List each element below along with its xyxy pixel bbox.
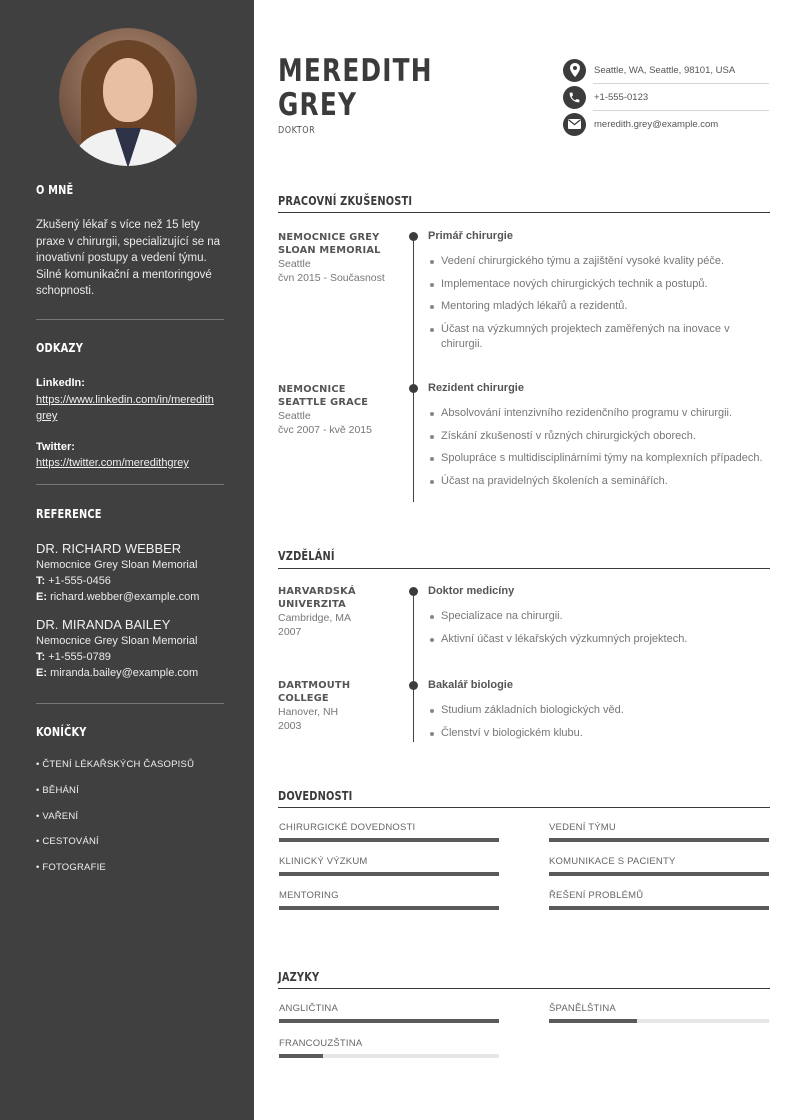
hobby-item: • FOTOGRAFIE xyxy=(36,862,106,873)
list-item: Spolupráce s multidisciplinárními týmy na komplexních případech. xyxy=(428,451,768,466)
hobby-item: • CESTOVÁNÍ xyxy=(36,836,99,847)
education-bullets xyxy=(428,609,768,654)
timeline-dot xyxy=(409,681,418,690)
reference-email: E: richard.webber@example.com xyxy=(36,591,200,603)
reference-org: Nemocnice Grey Sloan Memorial xyxy=(36,635,198,647)
hobby-item: • BĚHÁNÍ xyxy=(36,785,79,796)
list-item: Členství v biologickém klubu. xyxy=(428,726,768,741)
list-item: Účast na pravidelných školeních a seminářích. xyxy=(428,474,768,489)
list-item: Absolvování intenzivního rezidenčního programu v chirurgii. xyxy=(428,406,768,421)
sidebar xyxy=(0,0,254,1120)
list-item: Vedení chirurgického týmu a zajištění vysoké kvality péče. xyxy=(428,254,768,269)
about-heading: O MNĚ xyxy=(36,183,74,197)
contact-email: meredith.grey@example.com xyxy=(563,111,769,137)
experience-role: Primář chirurgie xyxy=(428,230,513,242)
education-heading: VZDĚLÁNÍ xyxy=(278,549,335,563)
list-item: Účast na výzkumných projektech zaměřených na inovace v chirurgii. xyxy=(428,322,768,352)
reference-name: DR. MIRANDA BAILEY xyxy=(36,617,171,632)
section-rule xyxy=(278,212,770,213)
twitter-label: Twitter: xyxy=(36,440,75,453)
skill-bar xyxy=(279,906,499,910)
reference-phone: T: +1-555-0789 xyxy=(36,651,111,663)
education-degree: Bakalář biologie xyxy=(428,679,513,691)
person-name: MEREDITH GREY xyxy=(278,53,433,123)
list-item: Aktivní účast v lékařských výzkumných projektech. xyxy=(428,632,768,647)
reference-org: Nemocnice Grey Sloan Memorial xyxy=(36,559,198,571)
skill-item: ŘEŠENÍ PROBLÉMŮ xyxy=(549,890,769,910)
skill-item: MENTORING xyxy=(279,890,499,910)
list-item: Mentoring mladých lékařů a rezidentů. xyxy=(428,299,768,314)
reference-email: E: miranda.bailey@example.com xyxy=(36,667,199,679)
divider xyxy=(36,703,224,704)
envelope-icon xyxy=(563,113,586,136)
section-rule xyxy=(278,568,770,569)
reference-name: DR. RICHARD WEBBER xyxy=(36,541,182,556)
reference-item xyxy=(36,616,236,681)
skill-item: KLINICKÝ VÝZKUM xyxy=(279,856,499,876)
references-heading: REFERENCE xyxy=(36,507,102,521)
timeline-dot xyxy=(409,587,418,596)
skill-item: CHIRURGICKÉ DOVEDNOSTI xyxy=(279,822,499,842)
links-heading: ODKAZY xyxy=(36,341,84,355)
list-item: Specializace na chirurgii. xyxy=(428,609,768,624)
timeline-dot xyxy=(409,232,418,241)
language-item: ANGLIČTINA xyxy=(279,1003,499,1023)
section-rule xyxy=(278,988,770,989)
language-bar xyxy=(279,1019,499,1023)
skill-bar xyxy=(279,872,499,876)
experience-item-org: NEMOCNICE SEATTLE GRACE Seattle čvc 2007 - kvě 2015 xyxy=(278,384,372,436)
experience-bullets xyxy=(428,254,768,359)
skill-bar xyxy=(279,838,499,842)
job-title: DOKTOR xyxy=(278,125,316,136)
language-item: FRANCOUZŠTINA xyxy=(279,1038,499,1058)
experience-bullets xyxy=(428,406,768,496)
education-item-org: DARTMOUTH COLLEGE Hanover, NH 2003 xyxy=(278,680,351,732)
language-bar xyxy=(279,1054,499,1058)
timeline-dot xyxy=(409,384,418,393)
timeline-line xyxy=(413,591,414,742)
skills-heading: DOVEDNOSTI xyxy=(278,789,353,803)
list-item: Implementace nových chirurgických technik a postupů. xyxy=(428,277,768,292)
divider xyxy=(36,484,224,485)
hobby-item: • ČTENÍ LÉKAŘSKÝCH ČASOPISŮ xyxy=(36,759,195,770)
list-item: Studium základních biologických věd. xyxy=(428,703,768,718)
education-bullets xyxy=(428,703,768,748)
languages-heading: JAZYKY xyxy=(278,970,320,984)
twitter-link[interactable]: https://twitter.com/meredithgrey xyxy=(36,457,189,469)
profile-photo xyxy=(59,28,197,166)
experience-heading: PRACOVNÍ ZKUŠENOSTI xyxy=(278,194,413,208)
location-pin-icon xyxy=(563,59,586,82)
education-item-org: HARVARDSKÁ UNIVERZITA Cambridge, MA 2007 xyxy=(278,586,356,638)
education-degree: Doktor medicíny xyxy=(428,585,515,597)
about-text: Zkušený lékař s více než 15 lety praxe v chirurgii, specializující se na inovativní postupy a vedení týmu. Silné komunikační a mentoringové schopnosti. xyxy=(36,219,221,297)
phone-icon xyxy=(563,86,586,109)
skill-bar xyxy=(549,906,769,910)
section-rule xyxy=(278,807,770,808)
reference-item xyxy=(36,540,236,605)
skill-bar xyxy=(549,838,769,842)
skill-bar xyxy=(549,872,769,876)
language-bar xyxy=(549,1019,769,1023)
contact-phone: +1-555-0123 xyxy=(563,84,769,110)
contact-address: Seattle, WA, Seattle, 98101, USA xyxy=(563,57,769,83)
links-list xyxy=(36,375,220,472)
hobbies-heading: KONÍČKY xyxy=(36,725,87,739)
experience-role: Rezident chirurgie xyxy=(428,382,524,394)
language-item: ŠPANĚLŠTINA xyxy=(549,1003,769,1023)
experience-item-org: NEMOCNICE GREY SLOAN MEMORIAL Seattle čvn 2015 - Současnost xyxy=(278,232,385,284)
skill-item: VEDENÍ TÝMU xyxy=(549,822,769,842)
linkedin-label: LinkedIn: xyxy=(36,377,85,389)
list-item: Získání zkušeností v různých chirurgických oborech. xyxy=(428,429,768,444)
skill-item: KOMUNIKACE S PACIENTY xyxy=(549,856,769,876)
timeline-line xyxy=(413,236,414,502)
hobby-item: • VAŘENÍ xyxy=(36,811,79,822)
linkedin-link[interactable]: https://www.linkedin.com/in/meredithgrey xyxy=(36,393,214,422)
divider xyxy=(36,319,224,320)
reference-phone: T: +1-555-0456 xyxy=(36,575,111,587)
